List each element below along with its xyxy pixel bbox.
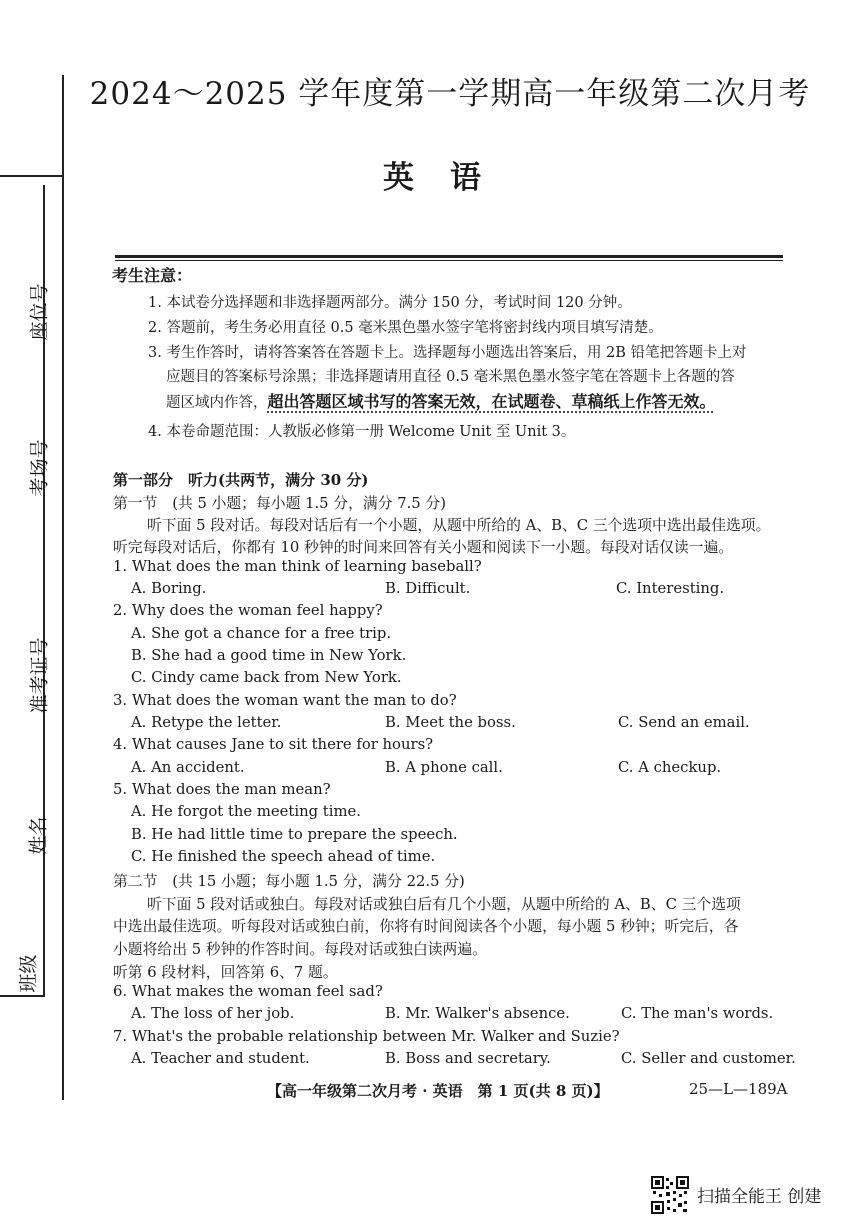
question-stem: 3. What does the woman want the man to do? [113,692,457,709]
exam-room-label: 考场号 [28,439,51,497]
notice-item-3: 3. 考生作答时，请将答案答在答题卡上。选择题每小题选出答案后，用 2B 铅笔把答题卡上对 [148,345,747,361]
ticket-number-label: 准考证号 [28,637,51,714]
qr-code-icon [651,1176,689,1214]
question-option: B. Difficult. [385,580,471,597]
question-stem: 7. What's the probable relationship between Mr. Walker and Suzie? [113,1028,620,1045]
page-title: 2024～2025 学年度第一学期高一年级第二次月考 [89,76,811,112]
title-rule-thick [115,255,783,258]
question-stem: 1. What does the man think of learning baseball? [113,558,482,575]
question-option: A. Boring. [131,580,207,597]
question-option: C. Cindy came back from New York. [131,669,402,686]
notice-item-3-cont2 [166,389,716,412]
notice-item-4: 4. 本卷命题范围：人教版必修第一册 Welcome Unit 至 Unit 3。 [148,424,576,440]
question-option: A. Retype the letter. [131,714,282,731]
name-label: 姓名 [27,816,50,855]
seat-number-label: 座位号 [28,283,51,341]
question-stem: 4. What causes Jane to sit there for hours? [113,736,434,753]
question-option: A. Teacher and student. [131,1050,310,1067]
question-option: A. The loss of her job. [131,1005,295,1022]
section2-intro-line1: 听下面 5 段对话或独白。每段对话或独白后有几个小题，从题中所给的 A、B、C 三个选项 [147,896,741,913]
section1-heading: 第一节 (共 5 小题；每小题 1.5 分，满分 7.5 分) [113,495,446,512]
question-option: C. He finished the speech ahead of time. [131,848,436,865]
notice-item-1: 1. 本试卷分选择题和非选择题两部分。满分 150 分，考试时间 120 分钟。 [148,295,632,311]
part1-heading: 第一部分 听力(共两节，满分 30 分) [113,471,369,489]
question-option: C. Seller and customer. [621,1050,796,1067]
section2-intro-line3: 小题将给出 5 秒钟的作答时间。每段对话或独白读两遍。 [113,941,487,958]
question-option: C. Interesting. [616,580,725,597]
notice-item-3-text: 题区域内作答， [166,395,268,411]
scanner-watermark-text: 扫描全能王 创建 [697,1187,822,1207]
question-option: A. An accident. [131,759,245,776]
section2-heading: 第二节 (共 15 小题；每小题 1.5 分，满分 22.5 分) [113,873,465,890]
question-option: B. He had little time to prepare the speech. [131,826,458,843]
subject-title: 英语 [383,160,517,196]
question-option: C. The man's words. [621,1005,774,1022]
question-option: A. She got a chance for a free trip. [131,625,392,642]
question-option: C. Send an email. [618,714,750,731]
question-option: B. Meet the boss. [385,714,516,731]
section1-intro-line2: 听完每段对话后，你都有 10 秒钟的时间来回答有关小题和阅读下一小题。每段对话仅读一遍。 [113,539,734,556]
page-footer: 【高一年级第二次月考 · 英语 第 1 页(共 8 页)】 [267,1082,609,1100]
question-option: C. A checkup. [618,759,722,776]
material-instruction: 听第 6 段材料，回答第 6、7 题。 [113,964,338,981]
notice-heading: 考生注意： [112,266,193,285]
title-rule-thin [115,260,783,261]
notice-item-3-cont: 应题目的答案标号涂黑；非选择题请用直径 0.5 毫米黑色墨水签字笔在答题卡上各题的答 [166,369,735,385]
question-option: B. She had a good time in New York. [131,647,407,664]
question-option: A. He forgot the meeting time. [131,803,361,820]
paper-code: 25—L—189A [689,1080,788,1098]
binding-tick [0,995,45,997]
question-option: B. Mr. Walker's absence. [385,1005,570,1022]
section1-intro-line1: 听下面 5 段对话。每段对话后有一个小题，从题中所给的 A、B、C 三个选项中选出最佳选项。 [147,517,771,534]
question-stem: 2. Why does the woman feel happy? [113,602,383,619]
question-option: B. Boss and secretary. [385,1050,551,1067]
section2-intro-line2: 中选出最佳选项。听每段对话或独白前，你将有时间阅读各个小题，每小题 5 秒钟；听完后，各 [113,918,739,935]
class-label: 班级 [17,954,40,993]
question-option: B. A phone call. [385,759,503,776]
notice-emphasis: 超出答题区域书写的答案无效，在试题卷、草稿纸上作答无效。 [267,392,716,411]
question-stem: 6. What makes the woman feel sad? [113,983,383,1000]
question-stem: 5. What does the man mean? [113,781,331,798]
binding-vertical-line [62,75,64,1100]
notice-item-2: 2. 答题前，考生务必用直径 0.5 毫米黑色墨水签字笔将密封线内项目填写清楚。 [148,320,663,336]
